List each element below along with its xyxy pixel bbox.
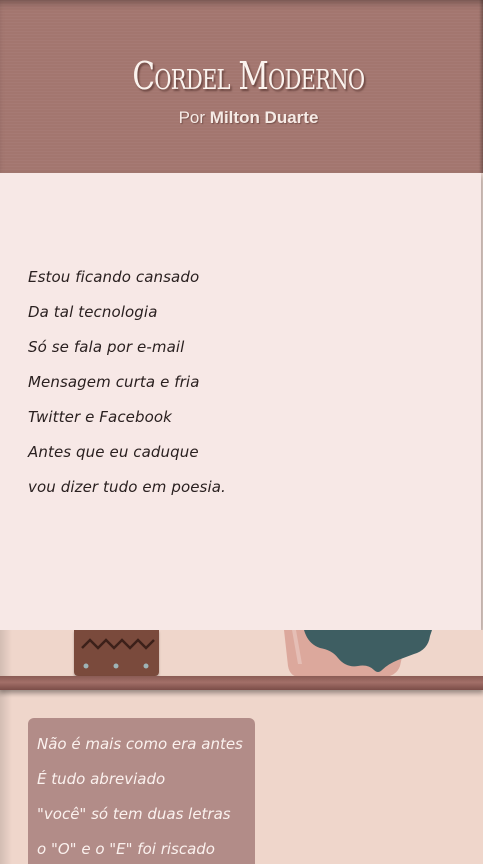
header-edge-shadow (479, 0, 483, 173)
shelf-shadow (0, 690, 483, 698)
scene-edge-shadow (0, 630, 12, 864)
byline-label: Por (178, 108, 206, 127)
stanza-2-box (28, 718, 255, 864)
verse-line: o "O" e o "E" foi riscado (37, 840, 215, 858)
verse-line: Twitter e Facebook (28, 408, 172, 426)
verse-line: Antes que eu caduque (28, 443, 199, 461)
verse-line: Só se fala por e-mail (28, 338, 185, 356)
author-name: Milton Duarte (209, 108, 319, 127)
stanza-2 (37, 732, 243, 864)
verse-line: vou dizer tudo em poesia. (28, 478, 226, 496)
verse-line: Da tal tecnologia (28, 303, 158, 321)
verse-line: Mensagem curta e fria (28, 373, 200, 391)
verse-line: Estou ficando cansado (28, 268, 200, 286)
byline (0, 108, 483, 128)
vase-illustration (282, 630, 432, 677)
verse-line: Não é mais como era antes (37, 735, 243, 753)
poem-card (0, 173, 481, 630)
drawer-pattern-icon (74, 630, 159, 676)
stanza-1 (28, 265, 226, 510)
shelf (0, 676, 483, 690)
drawer-illustration (74, 630, 159, 676)
verse-line: "você" só tem duas letras (37, 805, 231, 823)
header (0, 0, 483, 173)
page-title: Cordel Moderno (132, 54, 365, 98)
verse-line: É tudo abreviado (37, 770, 166, 788)
